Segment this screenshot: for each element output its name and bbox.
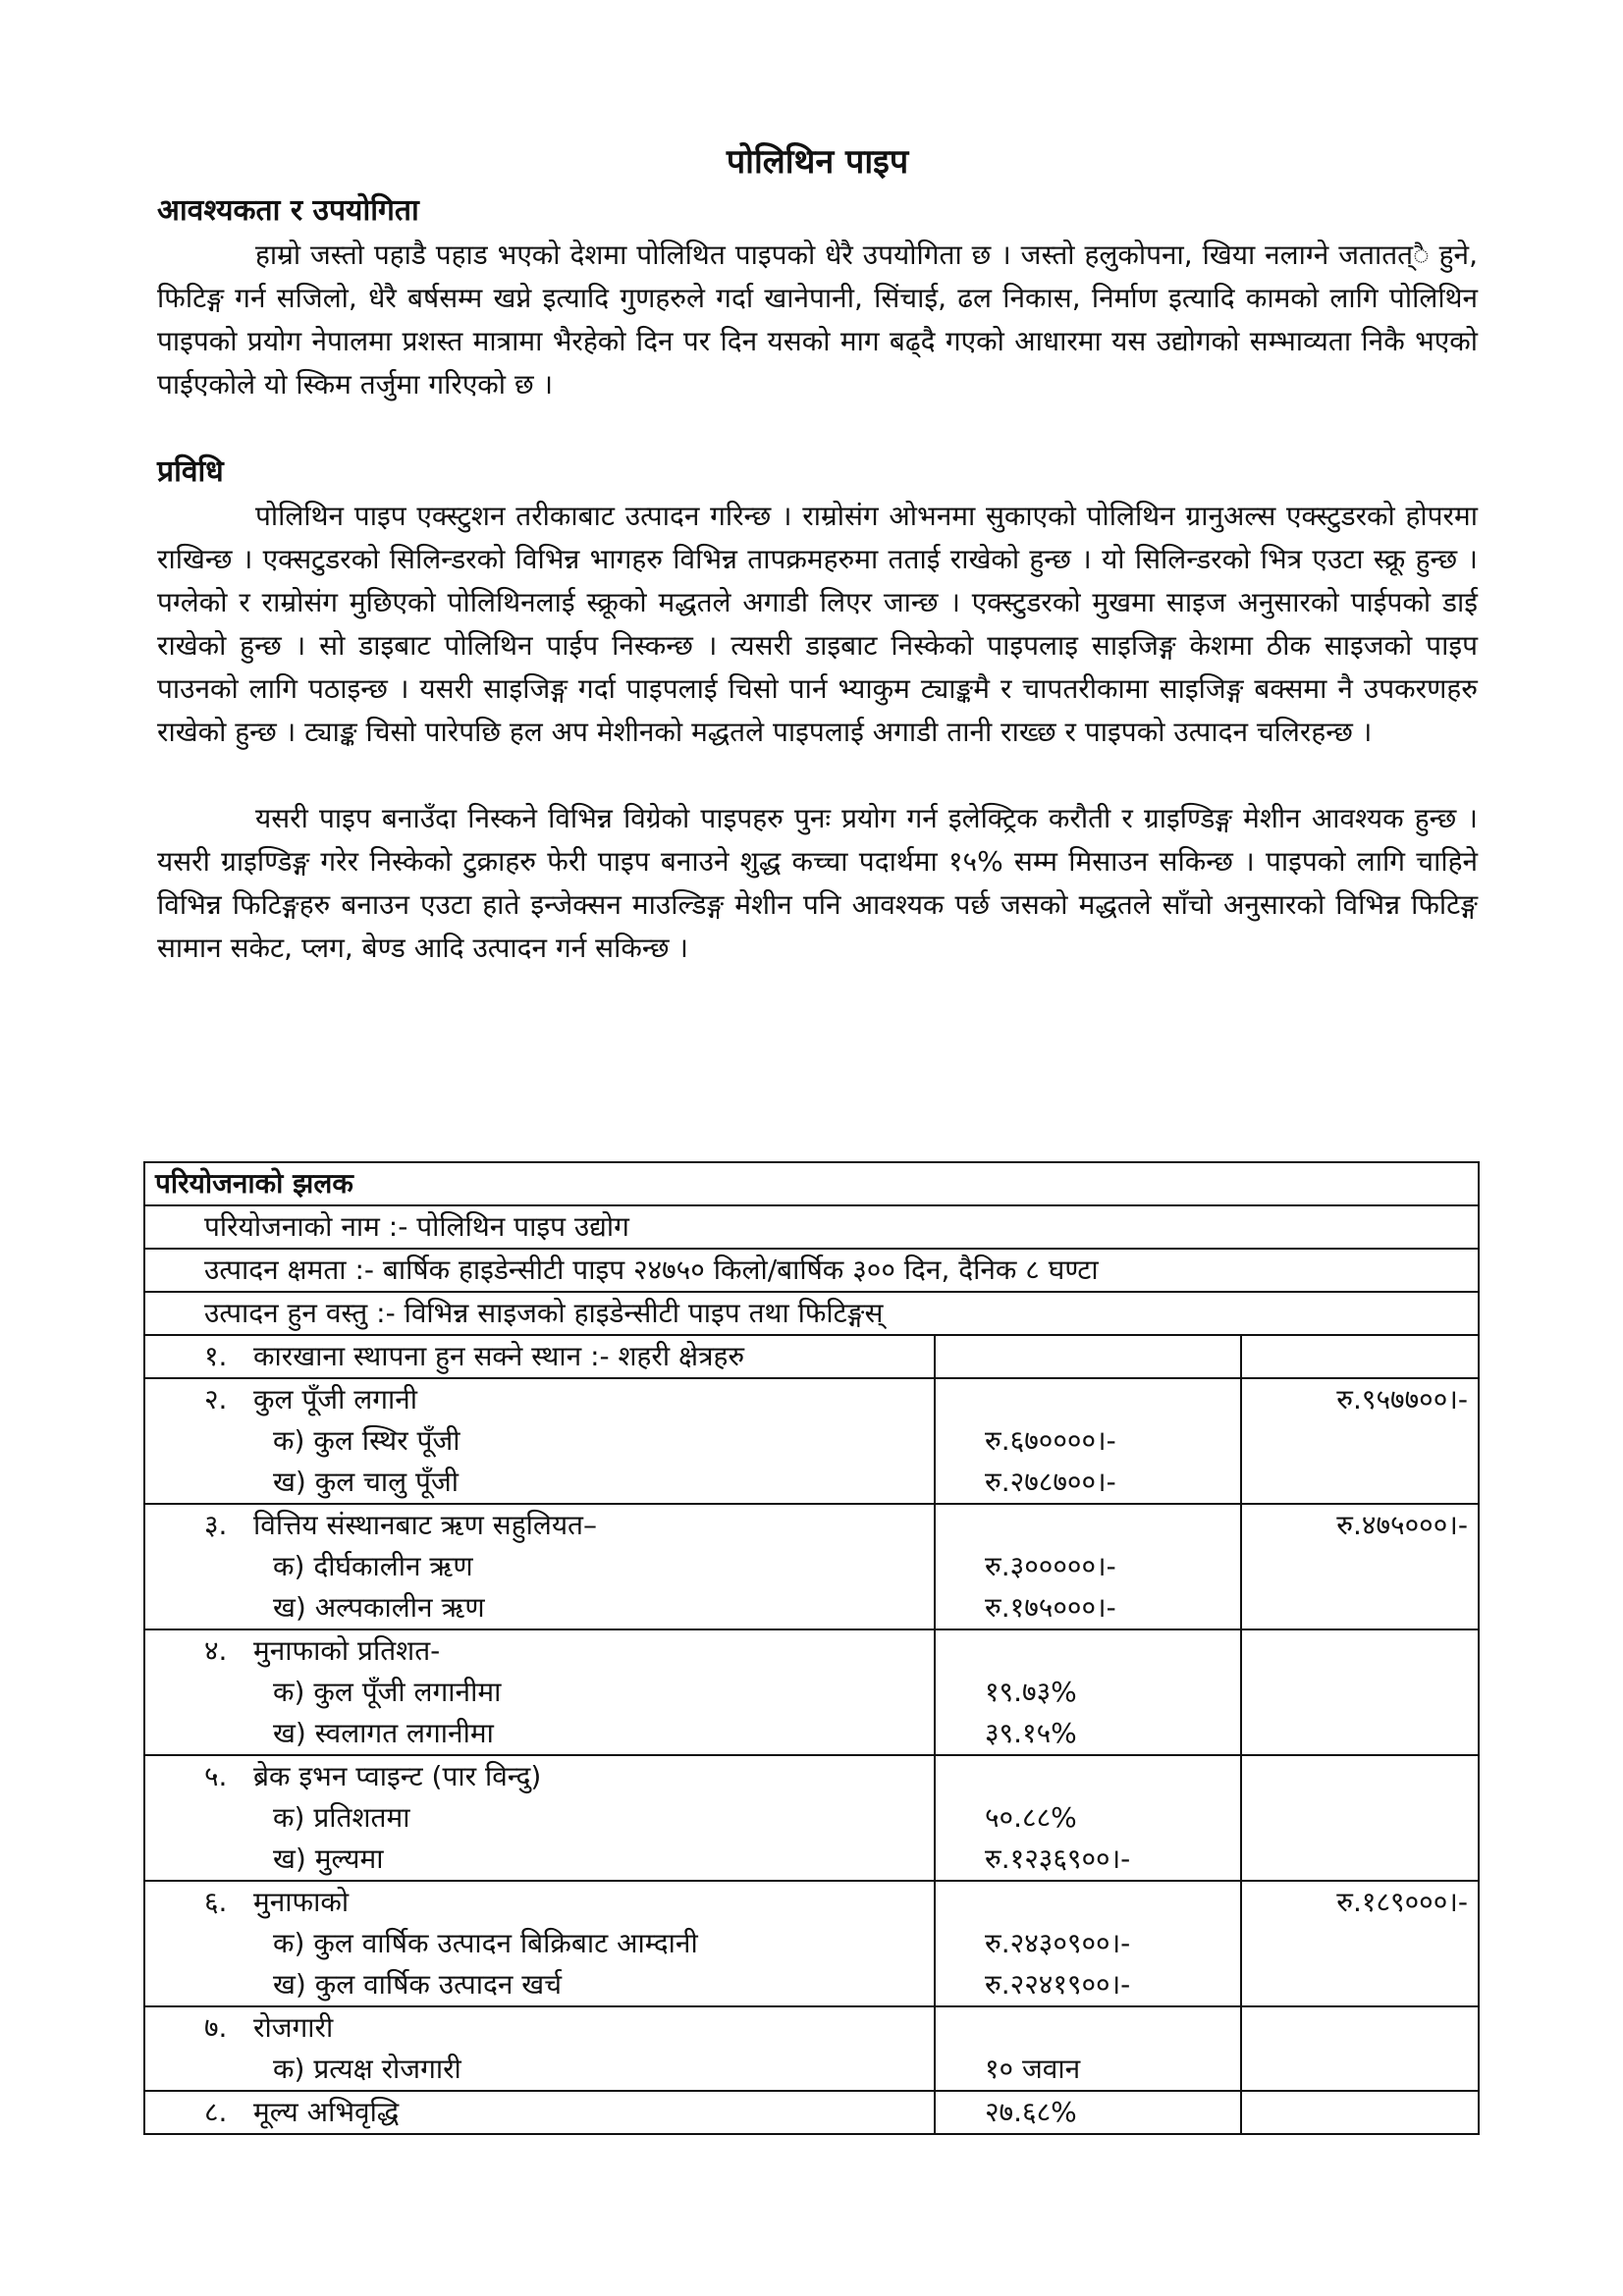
summary-row-label: कारखाना स्थापना हुन सक्ने स्थान :- शहरी क्षेत्रहरु <box>253 1340 745 1372</box>
summary-sub-item: ख) कुल चालु पूँजी <box>273 1466 459 1498</box>
production-capacity: उत्पादन क्षमता :- बार्षिक हाइडेन्सीटी पाइप २४७५० किलो/बार्षिक ३०० दिन, दैनिक ८ घण्टा <box>144 1249 1479 1292</box>
summary-row-label-cell <box>144 1378 935 1504</box>
summary-row-label-cell <box>144 1335 935 1378</box>
summary-row-label: रोजगारी <box>253 2011 334 2044</box>
summary-row-number: १. <box>204 1340 228 1372</box>
summary-row-label: मुनाफाको <box>253 1886 350 1918</box>
tech-paragraph-2: यसरी पाइप बनाउँदा निस्कने विभिन्न विग्रेको पाइपहरु पुनः प्रयोग गर्न इलेक्ट्रिक करौती र ग्राइण्डिङ्ग मेशीन आवश्यक हुन्छ । यसरी ग्राइण्डिङ्ग गरेर निस्केको टुक्राहरु फेरी पाइप बनाउने शुद्ध कच्चा पदार्थमा १५% सम्म मिसाउन सकिन्छ । पाइपको लागि चाहिने विभिन्न फिटिङ्गहरु बनाउन एउटा हाते इन्जेक्सन माउल्डिङ्ग मेशीन पनि आवश्यक पर्छ जसको मद्धतले साँचो अनुसारको विभिन्न फिटिङ्ग सामान सकेट, प्लग, बेण्ड आदि उत्पादन गर्न सकिन्छ । <box>157 802 1478 964</box>
summary-sub-item: क) प्रत्यक्ष रोजगारी <box>273 2053 461 2085</box>
summary-sub-item: ख) कुल वार्षिक उत्पादन खर्च <box>273 1968 562 2001</box>
summary-sub-item: क) दीर्घकालीन ऋण <box>273 1550 473 1582</box>
summary-row-title <box>204 1882 924 1923</box>
summary-sub-value: ३९.१५% <box>985 1717 1077 1749</box>
summary-row-value-cell <box>935 1378 1241 1504</box>
summary-row-value-cell <box>935 2006 1241 2091</box>
summary-row <box>144 2006 1479 2091</box>
summary-row-label-cell <box>144 1629 935 1755</box>
usage-heading: आवश्यकता र उपयोगिता <box>157 193 419 228</box>
summary-row-label-cell <box>144 2006 935 2091</box>
summary-row-number: ३. <box>204 1509 228 1541</box>
summary-sub-value: रु.३०००००।- <box>985 1550 1116 1582</box>
summary-row <box>144 1335 1479 1378</box>
summary-row-number: ७. <box>204 2011 228 2044</box>
summary-row-label: वित्तिय संस्थानबाट ऋण सहुलियत– <box>253 1509 598 1541</box>
summary-sub-value: रु.२२४१९००।- <box>985 1968 1131 2001</box>
summary-row-number: ६. <box>204 1886 228 1918</box>
summary-sub-value: १९.७३% <box>985 1676 1077 1708</box>
usage-paragraph: हाम्रो जस्तो पहाडै पहाड भएको देशमा पोलिथित पाइपको धेरै उपयोगिता छ । जस्तो हलुकोपना, खिया नलाग्ने जतातत्ै हुने, फिटिङ्ग गर्न सजिलो, धेरै बर्षसम्म खप्ने इत्यादि गुणहरुले गर्दा खानेपानी, सिंचाई, ढल निकास, निर्माण इत्यादि कामको लागि पोलिथिन पाइपको प्रयोग नेपालमा प्रशस्त मात्रामा भैरहेको दिन पर दिन यसको माग बढ्दै गएको आधारमा यस उद्योगको सम्भाव्यता निकै भएको पाईएकोले यो स्किम तर्जुमा गरिएको छ । <box>157 239 1478 400</box>
summary-sub-value: रु.६७००००।- <box>985 1424 1116 1457</box>
summary-row-total <box>1241 2006 1479 2091</box>
summary-row-title <box>204 2092 924 2133</box>
summary-row-label: मुनाफाको प्रतिशत- <box>253 1634 441 1667</box>
document-page <box>157 137 1478 970</box>
summary-row <box>144 2091 1479 2134</box>
summary-row-number: ८. <box>204 2096 228 2128</box>
project-summary-table <box>143 1161 1480 2135</box>
summary-row-title <box>204 1630 924 1672</box>
summary-row <box>144 1755 1479 1881</box>
summary-sub-value: रु.२७८७००।- <box>985 1466 1116 1498</box>
summary-row-label-cell <box>144 1755 935 1881</box>
summary-sub-item: ख) अल्पकालीन ऋण <box>273 1591 485 1624</box>
summary-row-total: रु.१८९०००।- <box>1241 1881 1479 2006</box>
summary-row-value-cell <box>935 1755 1241 1881</box>
summary-row-title <box>204 1379 924 1420</box>
summary-row-label-cell <box>144 1881 935 2006</box>
summary-row <box>144 1504 1479 1629</box>
summary-row-title <box>204 1505 924 1546</box>
summary-sub-item: क) कुल स्थिर पूँजी <box>273 1424 460 1457</box>
summary-row <box>144 1881 1479 2006</box>
summary-row-label: मूल्य अभिवृद्धि <box>253 2096 400 2128</box>
summary-row-value-cell <box>935 2091 1241 2134</box>
summary-sub-item: ख) स्वलागत लगानीमा <box>273 1717 494 1749</box>
summary-row-number: २. <box>204 1383 228 1415</box>
summary-row-value-cell <box>935 1881 1241 2006</box>
summary-row-label: ब्रेक इभन प्वाइन्ट (पार विन्दु) <box>253 1760 542 1792</box>
summary-sub-value: ५०.८८% <box>985 1801 1077 1834</box>
product-items: उत्पादन हुन वस्तु :- विभिन्न साइजको हाइडेन्सीटी पाइप तथा फिटिङ्गस् <box>144 1292 1479 1335</box>
summary-row-total: रु.९५७७००।- <box>1241 1378 1479 1504</box>
summary-sub-value: रु.१७५०००।- <box>985 1591 1116 1624</box>
summary-row-value-cell <box>935 1335 1241 1378</box>
summary-row-label-cell <box>144 1504 935 1629</box>
summary-row-title <box>204 1336 924 1377</box>
summary-row-total <box>1241 1629 1479 1755</box>
summary-row-total <box>1241 1755 1479 1881</box>
summary-sub-item: क) कुल पूँजी लगानीमा <box>273 1676 502 1708</box>
summary-row <box>144 1629 1479 1755</box>
summary-heading: परियोजनाको झलक <box>144 1162 1479 1205</box>
summary-row-label: कुल पूँजी लगानी <box>253 1383 418 1415</box>
tech-paragraph: पोलिथिन पाइप एक्स्टुशन तरीकाबाट उत्पादन गरिन्छ । राम्रोसंग ओभनमा सुकाएको पोलिथिन ग्रानुअल्स एक्स्टुडरको होपरमा राखिन्छ । एक्सटुडरको सिलिन्डरको विभिन्न भागहरु विभिन्न तापक्रमहरुमा तताई राखेको हुन्छ । यो सिलिन्डरको भित्र एउटा स्क्रू हुन्छ । पग्लेको र राम्रोसंग मुछिएको पोलिथिनलाई स्क्रूको मद्धतले अगाडी लिएर जान्छ । एक्स्टुडरको मुखमा साइज अनुसारको पाईपको डाई राखेको हुन्छ । सो डाइबाट पोलिथिन पाईप निस्कन्छ । त्यसरी डाइबाट निस्केको पाइपलाइ साइजिङ्ग केशमा ठीक साइजको पाइप पाउनको लागि पठाइन्छ । यसरी साइजिङ्ग गर्दा पाइपलाई चिसो पार्न भ्याकुम ट्याङ्कमै र चापतरीकामा साइजिङ्ग बक्समा नै उपकरणहरु राखेको हुन्छ । ट्याङ्क चिसो पारेपछि हल अप मेशीनको मद्धतले पाइपलाई अगाडी तानी राख्छ र पाइपको उत्पादन चलिरहन्छ । <box>157 500 1478 748</box>
summary-row-total: रु.४७५०००।- <box>1241 1504 1479 1629</box>
summary-row <box>144 1378 1479 1504</box>
summary-sub-value: १० जवान <box>985 2053 1081 2085</box>
summary-row-label-cell <box>144 2091 935 2134</box>
summary-sub-item: ख) मुल्यमा <box>273 1842 384 1875</box>
summary-row-value: २७.६८% <box>985 2096 1077 2128</box>
summary-row-total <box>1241 2091 1479 2134</box>
summary-row-value-cell <box>935 1629 1241 1755</box>
summary-row-value-cell <box>935 1504 1241 1629</box>
summary-sub-value: रु.१२३६९००।- <box>985 1842 1131 1875</box>
tech-heading: प्रविधि <box>157 454 224 489</box>
summary-row-number: ४. <box>204 1634 228 1667</box>
summary-row-title <box>204 2007 924 2049</box>
summary-sub-item: क) प्रतिशतमा <box>273 1801 410 1834</box>
page-title: पोलिथिन पाइप <box>726 142 909 182</box>
summary-sub-item: क) कुल वार्षिक उत्पादन बिक्रिबाट आम्दानी <box>273 1927 698 1959</box>
summary-sub-value: रु.२४३०९००।- <box>985 1927 1131 1959</box>
project-name: परियोजनाको नाम :- पोलिथिन पाइप उद्योग <box>144 1205 1479 1249</box>
summary-row-total <box>1241 1335 1479 1378</box>
summary-row-number: ५. <box>204 1760 228 1792</box>
summary-row-title <box>204 1756 924 1797</box>
